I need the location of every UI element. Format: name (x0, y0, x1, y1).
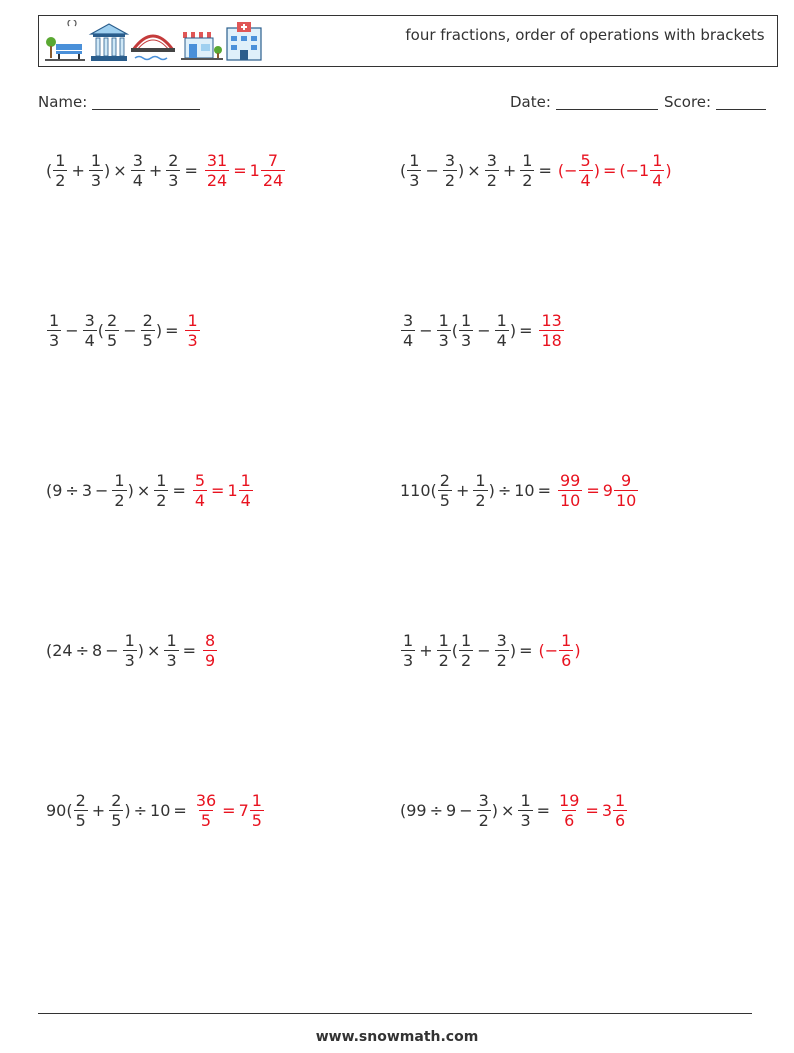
date-blank[interactable] (556, 93, 658, 110)
numerator: 31 (206, 150, 228, 170)
fraction (401, 631, 415, 670)
fraction (123, 631, 137, 670)
operator: = (182, 640, 197, 660)
operator: = (537, 480, 551, 500)
operator: − (477, 640, 491, 660)
operator: + (91, 800, 106, 820)
question-expression (400, 151, 555, 190)
denominator: 2 (444, 170, 456, 190)
term: ) (124, 800, 131, 820)
denominator: 2 (461, 650, 472, 670)
denominator: 4 (194, 490, 206, 510)
numerator: 1 (90, 150, 102, 170)
numerator: 5 (580, 150, 591, 170)
name-label: Name: (38, 93, 88, 111)
operator: = (585, 800, 599, 820)
operator: = (165, 320, 179, 340)
operator: − (105, 640, 119, 660)
term: ) (137, 640, 145, 660)
term: (99 (400, 800, 427, 820)
numerator: 1 (114, 470, 125, 490)
fraction (495, 631, 509, 670)
denominator: 3 (124, 650, 135, 670)
operator: + (71, 160, 85, 180)
term: ) (509, 640, 517, 660)
fraction (154, 471, 168, 510)
fraction (485, 151, 499, 190)
term: 110( (400, 480, 437, 500)
denominator: 3 (409, 170, 420, 190)
footer-site: www.snowmath.com (315, 1029, 479, 1045)
operator: × (147, 640, 161, 660)
denominator: 2 (55, 170, 66, 190)
denominator: 3 (520, 810, 531, 830)
numerator: 1 (520, 790, 531, 810)
numerator: 3 (132, 150, 143, 170)
denominator: 4 (240, 490, 251, 510)
denominator: 3 (403, 650, 414, 670)
numerator: 2 (111, 790, 122, 810)
operator: = (602, 160, 617, 180)
operator: − (477, 320, 491, 340)
score-label: Score: (664, 93, 712, 111)
numerator: 3 (403, 310, 414, 330)
operator: − (425, 160, 439, 180)
term: (−1 (619, 160, 650, 180)
numerator: 3 (486, 150, 497, 170)
operator: = (519, 640, 533, 660)
answer-expression (538, 631, 580, 670)
term: ( (451, 320, 459, 340)
numerator: 1 (156, 470, 167, 490)
operator: + (419, 640, 433, 660)
header-illustrations (43, 20, 265, 64)
fraction (459, 631, 473, 670)
answer-expression (556, 791, 628, 830)
numerator: 3 (84, 310, 95, 330)
denominator: 2 (438, 650, 449, 670)
numerator: 3 (444, 150, 456, 170)
worksheet-title: four fractions, order of operations with brackets (405, 26, 765, 44)
operator: = (184, 160, 198, 180)
problem-7 (46, 625, 218, 675)
fraction (557, 791, 581, 830)
numerator: 1 (187, 310, 198, 330)
name-blank[interactable] (92, 93, 200, 110)
term: ( (451, 640, 459, 660)
denominator: 3 (438, 330, 449, 350)
answer-expression (192, 471, 254, 510)
operator: − (95, 480, 109, 500)
operator: − (65, 320, 79, 340)
answer-expression (204, 151, 286, 190)
denominator: 3 (90, 170, 102, 190)
fraction (47, 311, 61, 350)
denominator: 2 (114, 490, 125, 510)
term: ) (509, 320, 517, 340)
museum-icon (91, 24, 127, 61)
numerator: 36 (195, 790, 217, 810)
numerator: 7 (267, 150, 279, 170)
fraction (401, 311, 415, 350)
term: 8 (92, 640, 103, 660)
term: 9 (602, 480, 613, 500)
numerator: 1 (461, 310, 472, 330)
term: ) (593, 160, 600, 180)
fraction (477, 791, 491, 830)
denominator: 4 (652, 170, 663, 190)
fraction (83, 311, 97, 350)
answer-expression (193, 791, 265, 830)
term: ) (104, 160, 111, 180)
problem-6 (400, 465, 639, 515)
operator: × (467, 160, 481, 180)
term: (− (538, 640, 559, 660)
answer-expression (558, 151, 672, 190)
numerator: 1 (251, 790, 262, 810)
operator: × (113, 160, 127, 180)
operator: = (519, 320, 533, 340)
worksheet-header (38, 15, 778, 67)
denominator: 2 (522, 170, 533, 190)
fraction (614, 471, 638, 510)
operator: ÷ (429, 800, 444, 820)
numerator: 1 (561, 630, 572, 650)
term: 7 (238, 800, 249, 820)
numerator: 2 (107, 310, 118, 330)
fraction (650, 151, 664, 190)
fraction (261, 151, 285, 190)
fraction (205, 151, 229, 190)
denominator: 18 (541, 330, 562, 350)
numerator: 1 (55, 150, 66, 170)
denominator: 24 (262, 170, 284, 190)
numerator: 9 (621, 470, 632, 490)
numerator: 1 (522, 150, 533, 170)
numerator: 3 (478, 790, 489, 810)
numerator: 1 (438, 310, 449, 330)
question-expression (46, 791, 190, 830)
term: ) (458, 160, 465, 180)
fraction (131, 151, 145, 190)
operator: = (222, 800, 236, 820)
denominator: 2 (156, 490, 167, 510)
fraction (194, 791, 218, 830)
operator: × (501, 800, 515, 820)
fraction (250, 791, 264, 830)
term: (− (557, 160, 578, 180)
score-field (664, 93, 766, 111)
term: ) (491, 800, 499, 820)
answer-expression (538, 311, 564, 350)
date-label: Date: (510, 93, 551, 111)
fraction (164, 631, 178, 670)
denominator: 4 (132, 170, 143, 190)
problem-10 (400, 785, 628, 835)
question-expression (46, 151, 201, 190)
question-expression (46, 631, 199, 670)
fraction (105, 311, 119, 350)
denominator: 6 (615, 810, 626, 830)
numerator: 1 (124, 630, 135, 650)
fraction (109, 791, 123, 830)
denominator: 3 (461, 330, 472, 350)
denominator: 3 (168, 170, 179, 190)
term: ) (155, 320, 163, 340)
denominator: 5 (75, 810, 86, 830)
fraction (559, 631, 573, 670)
operator: = (211, 480, 225, 500)
problem-5 (46, 465, 254, 515)
denominator: 5 (142, 330, 153, 350)
answer-expression (184, 311, 200, 350)
score-blank[interactable] (716, 93, 766, 110)
operator: = (173, 800, 187, 820)
operator: ÷ (497, 480, 512, 500)
denominator: 5 (107, 330, 118, 350)
numerator: 5 (194, 470, 206, 490)
term: 10 (150, 800, 171, 820)
term: ( (46, 160, 53, 180)
operator: = (538, 160, 552, 180)
fraction (239, 471, 253, 510)
fraction (518, 791, 532, 830)
numerator: 99 (559, 470, 581, 490)
numerator: 1 (409, 150, 420, 170)
question-expression (400, 791, 553, 830)
operator: ÷ (133, 800, 148, 820)
name-field (38, 93, 200, 111)
fraction (558, 471, 582, 510)
numerator: 2 (439, 470, 450, 490)
question-expression (400, 311, 535, 350)
denominator: 6 (561, 650, 572, 670)
numerator: 1 (240, 470, 251, 490)
numerator: 1 (438, 630, 449, 650)
operator: = (536, 800, 551, 820)
fraction (613, 791, 627, 830)
fraction (74, 791, 88, 830)
problem-8 (400, 625, 581, 675)
numerator: 1 (652, 150, 663, 170)
numerator: 2 (168, 150, 179, 170)
denominator: 5 (251, 810, 262, 830)
denominator: 5 (200, 810, 212, 830)
numerator: 1 (475, 470, 486, 490)
operator: − (419, 320, 433, 340)
operator: + (455, 480, 470, 500)
numerator: 1 (615, 790, 626, 810)
term: ( (400, 160, 407, 180)
denominator: 3 (187, 330, 198, 350)
term: 3 (81, 480, 93, 500)
denominator: 2 (496, 650, 507, 670)
operator: = (586, 480, 600, 500)
denominator: 9 (205, 650, 216, 670)
term: 1 (227, 480, 238, 500)
answer-expression (557, 471, 639, 510)
problem-4 (400, 305, 565, 355)
denominator: 3 (49, 330, 60, 350)
question-expression (400, 631, 535, 670)
term: ) (665, 160, 672, 180)
numerator: 19 (559, 790, 580, 810)
fraction (166, 151, 180, 190)
numerator: 2 (75, 790, 86, 810)
fraction (53, 151, 67, 190)
numerator: 2 (142, 310, 153, 330)
denominator: 2 (486, 170, 497, 190)
fraction (141, 311, 155, 350)
denominator: 24 (206, 170, 228, 190)
fraction (459, 311, 473, 350)
answer-expression (202, 631, 218, 670)
operator: = (233, 160, 247, 180)
term: (24 (46, 640, 73, 660)
fraction (473, 471, 487, 510)
operator: + (148, 160, 163, 180)
denominator: 2 (478, 810, 489, 830)
term: ) (127, 480, 134, 500)
question-expression (46, 311, 181, 350)
operator: = (172, 480, 186, 500)
term: ) (574, 640, 581, 660)
denominator: 4 (580, 170, 591, 190)
numerator: 1 (403, 630, 414, 650)
bridge-icon (131, 36, 175, 60)
term: 3 (601, 800, 612, 820)
operator: ÷ (65, 480, 79, 500)
operator: ÷ (75, 640, 90, 660)
term: 1 (249, 160, 260, 180)
denominator: 4 (403, 330, 414, 350)
fraction (443, 151, 457, 190)
fraction (520, 151, 534, 190)
numerator: 1 (461, 630, 472, 650)
hospital-icon (227, 22, 261, 60)
date-field (510, 93, 658, 111)
fraction (407, 151, 421, 190)
denominator: 4 (84, 330, 95, 350)
numerator: 8 (205, 630, 216, 650)
problem-3 (46, 305, 201, 355)
problem-2 (400, 145, 672, 195)
denominator: 4 (496, 330, 507, 350)
question-expression (400, 471, 554, 510)
fraction (579, 151, 593, 190)
denominator: 10 (559, 490, 581, 510)
footer-divider (38, 1013, 752, 1014)
numerator: 1 (496, 310, 507, 330)
fraction (438, 471, 452, 510)
numerator: 1 (166, 630, 177, 650)
shop-icon (181, 32, 223, 60)
operator: − (459, 800, 473, 820)
fraction (495, 311, 509, 350)
numerator: 13 (541, 310, 562, 330)
denominator: 10 (615, 490, 637, 510)
term: ( (97, 320, 105, 340)
fraction (437, 311, 451, 350)
fraction (193, 471, 207, 510)
numerator: 1 (49, 310, 60, 330)
problem-9 (46, 785, 265, 835)
fraction (89, 151, 103, 190)
fraction (203, 631, 217, 670)
fraction (185, 311, 199, 350)
question-expression (46, 471, 189, 510)
fraction (112, 471, 126, 510)
denominator: 3 (166, 650, 177, 670)
denominator: 2 (475, 490, 486, 510)
problem-1 (46, 145, 286, 195)
operator: − (123, 320, 137, 340)
park-bench-icon (45, 20, 85, 61)
numerator: 3 (496, 630, 507, 650)
term: 90( (46, 800, 73, 820)
term: ) (488, 480, 495, 500)
operator: + (502, 160, 517, 180)
denominator: 5 (439, 490, 450, 510)
fraction (539, 311, 563, 350)
term: (9 (46, 480, 63, 500)
denominator: 5 (111, 810, 122, 830)
denominator: 6 (564, 810, 575, 830)
term: 9 (446, 800, 457, 820)
term: 10 (514, 480, 535, 500)
fraction (437, 631, 451, 670)
operator: × (136, 480, 151, 500)
